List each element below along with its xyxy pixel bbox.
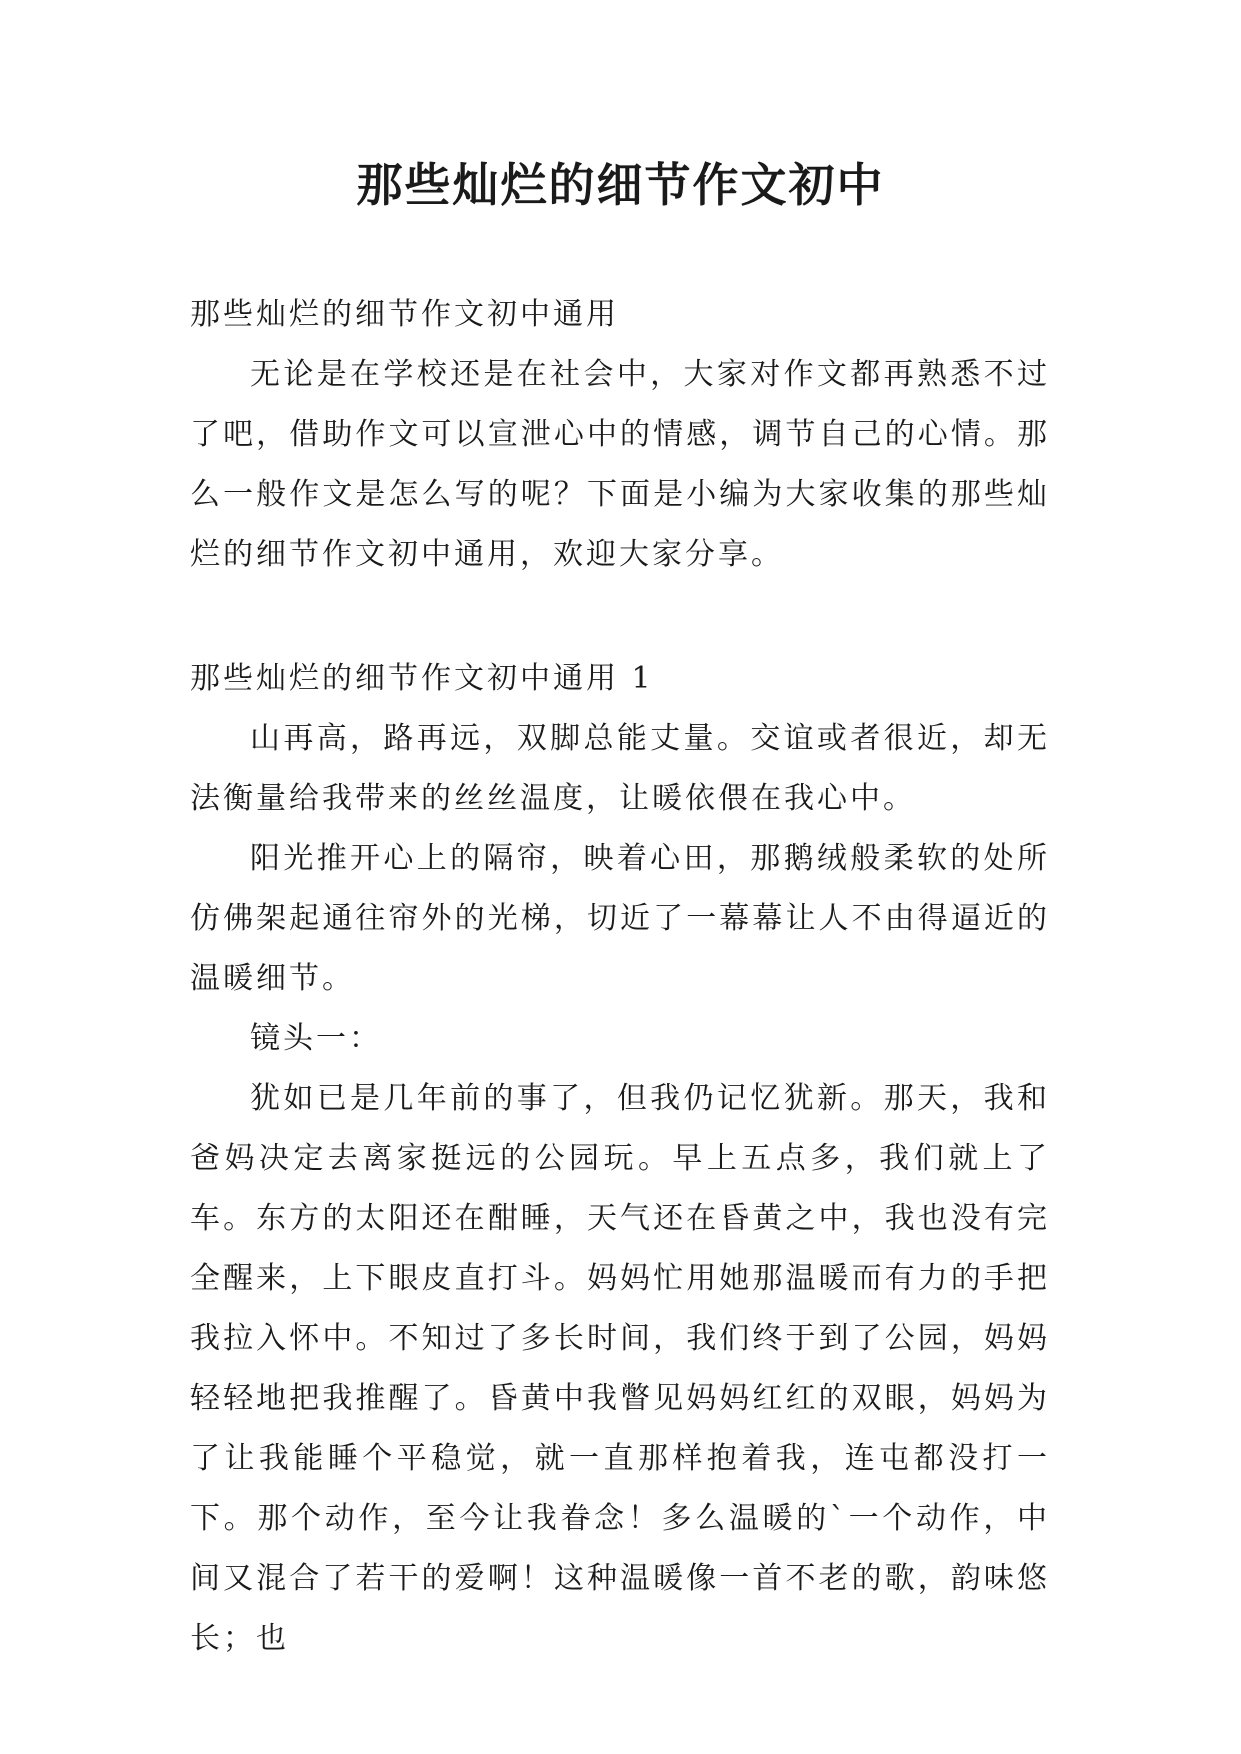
section-heading: 那些灿烂的细节作文初中通用 1: [190, 661, 654, 696]
section-gap: [190, 585, 1050, 649]
body-paragraph: 犹如已是几年前的事了，但我仍记忆犹新。那天，我和爸妈决定去离家挺远的公园玩。早上五点多，我们就上了车。东方的太阳还在酣睡，天气还在昏黄之中，我也没有完全醒来，上下眼皮直打斗。妈妈忙用她那温暖而有力的手把我拉入怀中。不知过了多长时间，我们终于到了公园，妈妈轻轻地把我推醒了。昏黄中我瞥见妈妈红红的双眼，妈妈为了让我能睡个平稳觉，就一直那样抱着我，连屯都没打一下。那个动作，至今让我眷念！多么温暖的`一个动作，中间又混合了若干的爱啊！这种温暖像一首不老的歌，韵味悠长；也: [190, 1081, 1050, 1656]
document-title: 那些灿烂的细节作文初中: [356, 158, 885, 212]
body-paragraph: 阳光推开心上的隔帘，映着心田，那鹅绒般柔软的处所仿佛架起通往帘外的光梯，切近了一幕幕让人不由得逼近的温暖细节。: [190, 841, 1050, 996]
document-body: [190, 285, 1050, 1669]
scene-label: 镜头一：: [250, 1021, 382, 1056]
intro-paragraph: 无论是在学校还是在社会中，大家对作文都再熟悉不过了吧，借助作文可以宣泄心中的情感，调节自己的心情。那么一般作文是怎么写的呢？下面是小编为大家收集的那些灿烂的细节作文初中通用，欢迎大家分享。: [190, 357, 1050, 572]
body-paragraph: 山再高，路再远，双脚总能丈量。交谊或者很近，却无法衡量给我带来的丝丝温度，让暖依偎在我心中。: [190, 721, 1050, 816]
intro-heading: 那些灿烂的细节作文初中通用: [190, 297, 619, 332]
